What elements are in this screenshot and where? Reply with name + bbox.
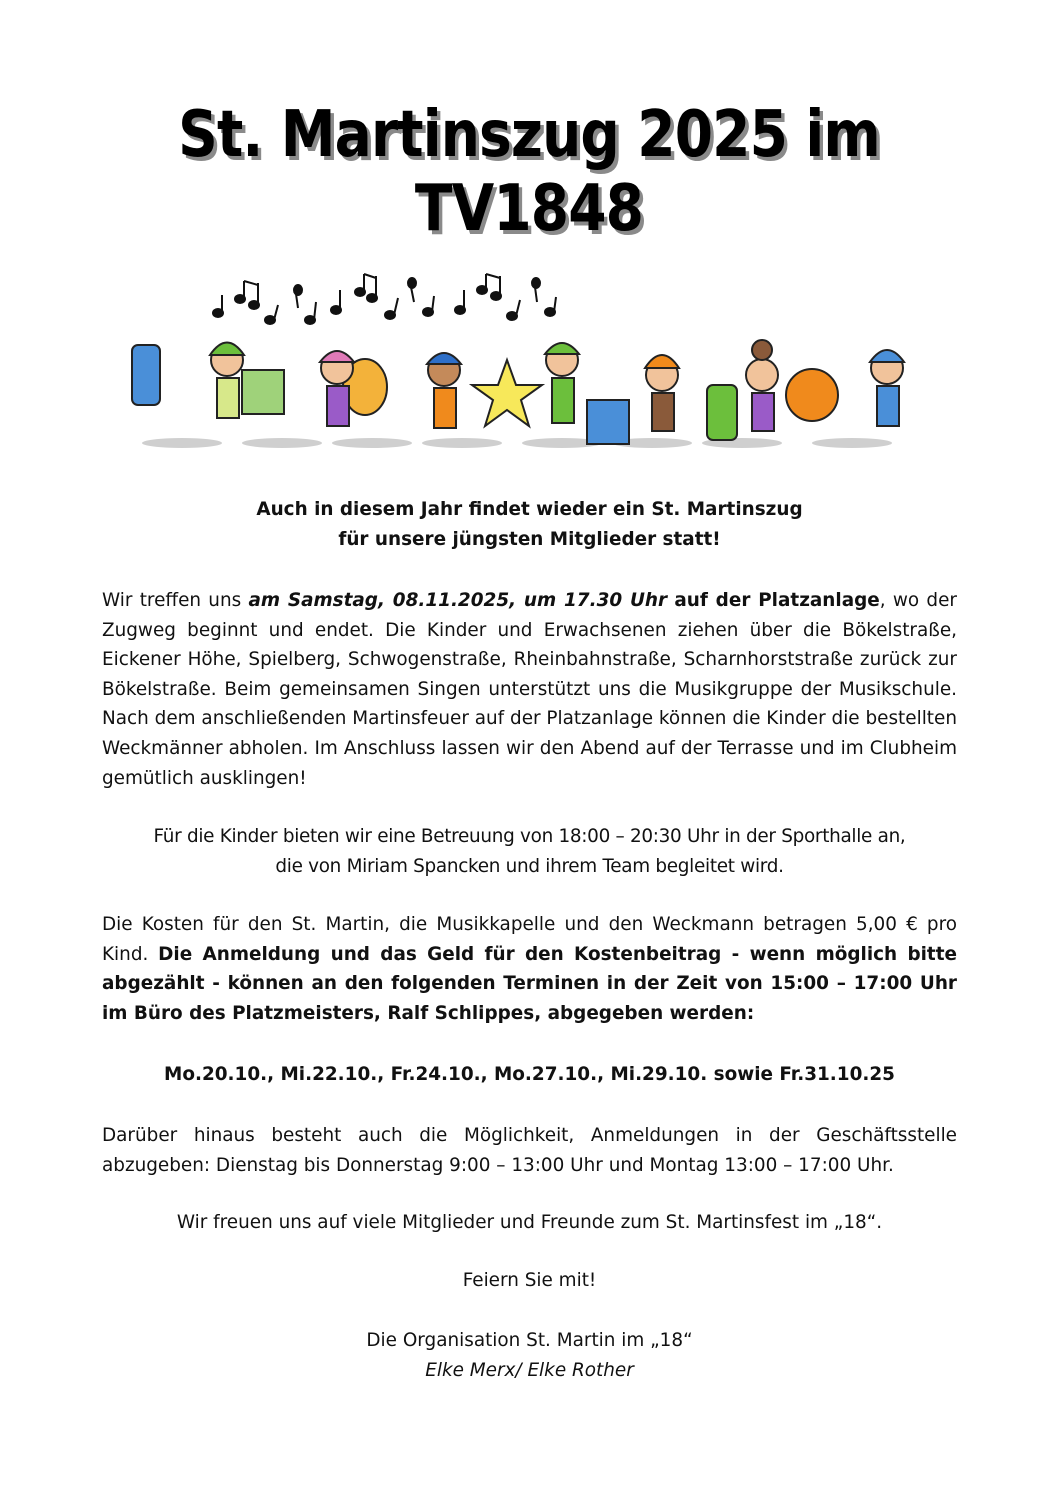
child-green-hat xyxy=(210,343,244,419)
children-lantern-parade-illustration xyxy=(122,250,948,460)
music-note-icon xyxy=(408,278,416,302)
page-title: St. Martinszug 2025 im TV1848 xyxy=(178,98,880,246)
music-note-icon xyxy=(294,285,302,308)
meeting-paragraph xyxy=(102,586,957,793)
music-note-icon xyxy=(355,274,377,302)
green-cylinder-lantern xyxy=(707,385,737,440)
music-note-icon xyxy=(235,281,259,309)
music-note-icon xyxy=(331,290,341,314)
child-green-hat-girl xyxy=(545,343,579,423)
music-notes xyxy=(213,274,556,324)
music-note-icon xyxy=(477,274,501,300)
star-lantern xyxy=(472,360,542,426)
intro-text xyxy=(102,495,957,554)
music-note-icon xyxy=(385,298,398,319)
celebrate-text: Feiern Sie mit! xyxy=(462,1270,597,1291)
costs-paragraph xyxy=(102,910,957,1028)
child-pink-hat xyxy=(320,351,354,426)
meeting-text-1: Wir treffen uns xyxy=(102,590,249,611)
music-note-icon xyxy=(265,305,278,324)
care-line-1: Für die Kinder bieten wir eine Betreuung von 18:00 – 20:30 Uhr in der Sporthalle an, xyxy=(153,826,906,847)
music-note-icon xyxy=(213,295,223,317)
welcome-text: Wir freuen uns auf viele Mitglieder und Freunde zum St. Martinsfest im „18“. xyxy=(176,1212,883,1233)
meeting-date-time: am Samstag, 08.11.2025, um 17.30 Uhr xyxy=(248,590,668,611)
blue-lantern xyxy=(132,345,160,405)
music-note-icon xyxy=(305,302,316,324)
costs-registration-bold: Die Anmeldung und das Geld für den Kostenbeitrag - wenn möglich bitte abgezählt - können an den folgenden Terminen in der Zeit von 15:00 – 17:00 Uhr im Büro des Platzmeisters, Ralf Schlippes, abgegeben werden: xyxy=(102,943,957,1024)
music-note-icon xyxy=(507,300,520,320)
costs-text: Die Kosten für den St. Martin, die Musikkapelle und den Weckmann betragen 5,00 € pro Kind. xyxy=(102,914,957,965)
care-line-2: die von Miriam Spancken und ihrem Team begleitet wird. xyxy=(275,855,784,877)
child-earmuffs xyxy=(746,340,778,431)
signature-block xyxy=(102,1326,957,1385)
music-note-icon xyxy=(532,278,540,302)
intro-line-1: Auch in diesem Jahr findet wieder ein St. Martinszug xyxy=(256,499,803,520)
orange-sun-lantern xyxy=(786,369,838,421)
music-note-icon xyxy=(455,290,465,314)
care-paragraph xyxy=(102,822,957,881)
child-blue-hat-right xyxy=(870,350,904,426)
blue-box-lantern xyxy=(587,400,629,444)
music-note-icon xyxy=(545,297,556,316)
ground-shadows xyxy=(142,438,892,448)
intro-line-2: für unsere jüngsten Mitglieder statt! xyxy=(338,528,721,550)
office-paragraph: Darüber hinaus besteht auch die Möglichkeit, Anmeldungen in der Geschäftsstelle abzugeben: Dienstag bis Donnerstag 9:00 – 13:00 Uhr und Montag 13:00 – 17:00 Uhr. xyxy=(102,1125,957,1176)
child-blue-hat xyxy=(427,353,461,428)
child-orange-hat xyxy=(645,355,679,431)
meeting-place: auf der Platzanlage xyxy=(674,590,880,611)
music-note-icon xyxy=(423,296,434,316)
signature-org: Die Organisation St. Martin im „18“ xyxy=(366,1330,693,1351)
registration-dates: Mo.20.10., Mi.22.10., Fr.24.10., Mo.27.10., Mi.29.10. sowie Fr.31.10.25 xyxy=(164,1064,895,1085)
meeting-text-3: , wo der Zugweg beginnt und endet. Die Kinder und Erwachsenen ziehen über die Bökelstraße, Eickener Höhe, Spielberg, Schwogenstraße, Rheinbahnstraße, Scharnhorststraße zurück zur Bökelstraße. Beim gemeinsamen Singen unterstützt uns die Musikgruppe der Musikschule. Nach dem anschließenden Martinsfeuer auf der Platzanlage können die Kinder die bestellten Weckmänner abholen. Im Anschluss lassen wir den Abend auf der Terrasse und im Clubheim gemütlich ausklingen! xyxy=(102,590,957,789)
green-box-lantern xyxy=(242,370,284,414)
signature-names: Elke Merx/ Elke Rother xyxy=(425,1359,634,1381)
